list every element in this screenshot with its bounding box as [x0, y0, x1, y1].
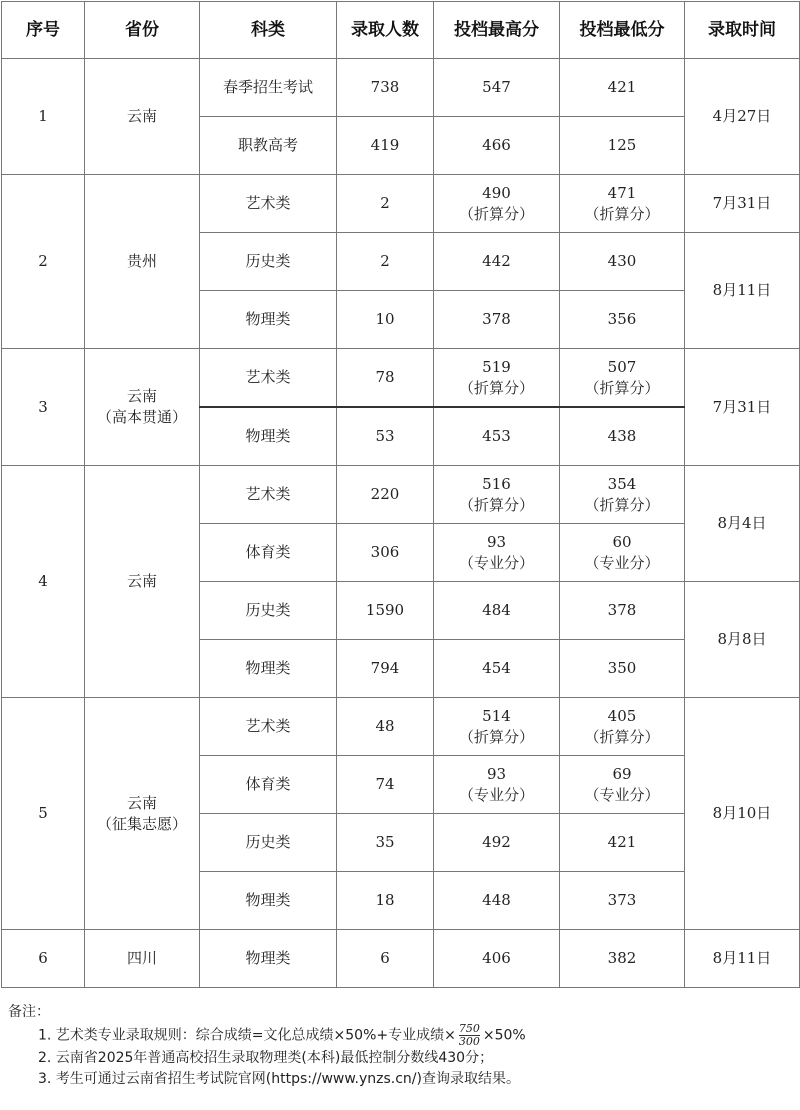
- category-text: 春季招生考试: [222, 78, 313, 96]
- fraction-denominator: 300: [458, 1035, 480, 1048]
- min-score-note: （折算分）: [584, 495, 660, 514]
- row-category: [200, 233, 337, 291]
- max-score-value: 516: [482, 474, 511, 493]
- min-score-value: 350: [607, 659, 637, 677]
- category-text: 物理类: [245, 659, 291, 677]
- admitted-count-text: 794: [370, 659, 400, 677]
- row-admitted-count: [337, 117, 434, 175]
- max-score-value: 514: [482, 706, 511, 725]
- table-row: [2, 175, 800, 233]
- category-text: 历史类: [245, 252, 291, 270]
- row-min-score: [560, 59, 685, 117]
- admission-date-text: 8月4日: [717, 514, 767, 532]
- admitted-count-text: 306: [370, 543, 400, 561]
- min-score-value: 421: [607, 833, 637, 851]
- header-max-score: 投档最高分: [434, 2, 560, 59]
- table-row: [2, 930, 800, 988]
- min-score-value: 382: [607, 949, 637, 967]
- row-category: [200, 175, 337, 233]
- header-category: 科类: [200, 2, 337, 59]
- table-row: [2, 466, 800, 524]
- province-name: 贵州: [126, 252, 157, 270]
- province-note: （征集志愿）: [96, 814, 187, 833]
- row-max-score: [434, 814, 560, 872]
- max-score-value: 466: [482, 136, 511, 154]
- table-row: [2, 349, 800, 408]
- row-province: [85, 175, 200, 349]
- admitted-count-text: 220: [370, 485, 400, 503]
- row-admitted-count: [337, 59, 434, 117]
- row-max-score: [434, 466, 560, 524]
- note-line-3: 3. 考生可通过云南省招生考试院官网(https://www.ynzs.cn/)查询录取结果。: [38, 1071, 520, 1087]
- admission-date-text: 4月27日: [712, 107, 772, 125]
- row-index-text: 5: [38, 804, 48, 822]
- admitted-count-text: 48: [375, 717, 395, 735]
- min-score-note: （折算分）: [584, 378, 660, 397]
- row-max-score: [434, 582, 560, 640]
- max-score-note: （折算分）: [458, 495, 534, 514]
- row-category: [200, 582, 337, 640]
- row-max-score: [434, 640, 560, 698]
- category-text: 体育类: [245, 775, 291, 793]
- row-min-score: [560, 756, 685, 814]
- max-score-value: 484: [482, 601, 511, 619]
- admitted-count-text: 18: [375, 891, 395, 909]
- row-max-score: [434, 524, 560, 582]
- row-max-score: [434, 407, 560, 466]
- admitted-count-text: 2: [380, 252, 390, 270]
- max-score-note: （折算分）: [458, 204, 534, 223]
- row-admission-date: [685, 59, 800, 175]
- row-admitted-count: [337, 582, 434, 640]
- row-admitted-count: [337, 291, 434, 349]
- min-score-value: 354: [607, 474, 637, 493]
- row-min-score: [560, 175, 685, 233]
- row-min-score: [560, 930, 685, 988]
- row-admitted-count: [337, 349, 434, 408]
- header-province: 省份: [85, 2, 200, 59]
- row-category: [200, 349, 337, 408]
- province-note: （高本贯通）: [96, 408, 187, 426]
- min-score-value: 438: [607, 427, 637, 445]
- row-min-score: [560, 466, 685, 524]
- row-admitted-count: [337, 930, 434, 988]
- max-score-value: 93: [486, 764, 507, 783]
- category-text: 艺术类: [245, 485, 291, 503]
- min-score-value: 373: [607, 891, 637, 909]
- header-row: [2, 2, 800, 59]
- header-min-score: 投档最低分: [560, 2, 685, 59]
- row-index-text: 2: [38, 252, 48, 270]
- table-row: [2, 59, 800, 117]
- row-category: [200, 291, 337, 349]
- admitted-count-text: 78: [375, 368, 395, 386]
- row-category: [200, 466, 337, 524]
- header-index: 序号: [2, 2, 85, 59]
- row-admitted-count: [337, 233, 434, 291]
- row-admission-date: [685, 233, 800, 349]
- category-text: 历史类: [245, 833, 291, 851]
- row-max-score: [434, 756, 560, 814]
- row-province: [85, 930, 200, 988]
- row-category: [200, 930, 337, 988]
- admission-date-text: 8月10日: [712, 804, 772, 822]
- row-province: [85, 59, 200, 175]
- category-text: 物理类: [245, 310, 291, 328]
- row-max-score: [434, 930, 560, 988]
- max-score-value: 454: [482, 659, 511, 677]
- min-score-value: 125: [607, 136, 637, 154]
- category-text: 体育类: [245, 543, 291, 561]
- admitted-count-text: 419: [370, 136, 400, 154]
- min-score-value: 60: [612, 532, 632, 551]
- admitted-count-text: 1590: [365, 601, 405, 619]
- row-index-text: 3: [38, 397, 48, 416]
- row-category: [200, 814, 337, 872]
- row-max-score: [434, 349, 560, 408]
- row-category: [200, 117, 337, 175]
- province-name: 四川: [126, 949, 157, 967]
- row-province: [85, 466, 200, 698]
- row-index: [2, 466, 85, 698]
- fraction: [459, 1023, 480, 1048]
- row-admitted-count: [337, 466, 434, 524]
- note-line-1: [8, 1023, 798, 1048]
- max-score-value: 442: [482, 252, 511, 270]
- admission-date-text: 8月11日: [712, 949, 772, 967]
- admitted-count-text: 74: [375, 775, 395, 793]
- admitted-count-text: 53: [375, 427, 395, 445]
- category-text: 物理类: [245, 891, 291, 909]
- category-text: 物理类: [245, 427, 291, 445]
- row-min-score: [560, 814, 685, 872]
- province-name: 云南: [126, 793, 157, 812]
- admitted-count-text: 2: [380, 194, 390, 212]
- row-min-score: [560, 233, 685, 291]
- admitted-count-text: 6: [380, 949, 390, 967]
- row-min-score: [560, 349, 685, 408]
- row-index-text: 1: [38, 107, 48, 125]
- max-score-value: 406: [482, 949, 511, 967]
- category-text: 历史类: [245, 601, 291, 619]
- min-score-value: 405: [607, 706, 637, 725]
- max-score-value: 453: [482, 427, 511, 445]
- min-score-value: 471: [607, 183, 637, 202]
- table-row: [2, 698, 800, 756]
- row-min-score: [560, 117, 685, 175]
- row-admitted-count: [337, 175, 434, 233]
- row-max-score: [434, 117, 560, 175]
- row-category: [200, 872, 337, 930]
- row-admitted-count: [337, 756, 434, 814]
- admitted-count-text: 35: [375, 833, 395, 851]
- min-score-note: （折算分）: [584, 204, 660, 223]
- category-text: 艺术类: [245, 194, 291, 212]
- header-admitted-count: 录取人数: [337, 2, 434, 59]
- row-min-score: [560, 524, 685, 582]
- row-admission-date: [685, 175, 800, 233]
- row-category: [200, 524, 337, 582]
- row-index: [2, 930, 85, 988]
- max-score-note: （专业分）: [458, 785, 534, 804]
- min-score-value: 69: [612, 764, 632, 783]
- category-text: 艺术类: [245, 717, 291, 735]
- province-name: 云南: [126, 387, 157, 405]
- max-score-value: 448: [482, 891, 511, 909]
- row-index: [2, 349, 85, 466]
- max-score-value: 492: [482, 833, 511, 851]
- row-category: [200, 407, 337, 466]
- row-max-score: [434, 59, 560, 117]
- min-score-note: （专业分）: [584, 785, 660, 804]
- note-line-2: 2. 云南省2025年普通高校招生录取物理类(本科)最低控制分数线430分；: [38, 1050, 494, 1066]
- row-admitted-count: [337, 524, 434, 582]
- row-admitted-count: [337, 872, 434, 930]
- row-category: [200, 59, 337, 117]
- category-text: 艺术类: [245, 368, 291, 386]
- row-admitted-count: [337, 814, 434, 872]
- row-admission-date: [685, 582, 800, 698]
- row-category: [200, 756, 337, 814]
- row-category: [200, 698, 337, 756]
- row-province: [85, 349, 200, 466]
- min-score-value: 421: [607, 78, 637, 96]
- admission-date-text: 8月8日: [717, 630, 767, 648]
- fraction-numerator: 750: [458, 1022, 480, 1035]
- category-text: 职教高考: [237, 136, 298, 154]
- row-admitted-count: [337, 640, 434, 698]
- row-min-score: [560, 872, 685, 930]
- row-index-text: 4: [38, 572, 48, 590]
- row-admission-date: [685, 930, 800, 988]
- admission-date-text: 7月31日: [712, 194, 772, 212]
- admission-table: [1, 1, 800, 988]
- max-score-note: （折算分）: [458, 378, 534, 397]
- province-name: 云南: [126, 107, 157, 125]
- max-score-value: 519: [482, 357, 511, 376]
- notes-section: [8, 1002, 798, 1090]
- max-score-value: 93: [486, 532, 507, 551]
- row-province: [85, 698, 200, 930]
- row-min-score: [560, 582, 685, 640]
- min-score-value: 378: [607, 601, 637, 619]
- max-score-value: 547: [482, 78, 511, 96]
- row-admission-date: [685, 349, 800, 466]
- row-max-score: [434, 175, 560, 233]
- row-min-score: [560, 407, 685, 466]
- row-category: [200, 640, 337, 698]
- note-line-1-text: 1. 艺术类专业录取规则：综合成绩=文化总成绩×50%+专业成绩×: [38, 1027, 456, 1044]
- max-score-note: （专业分）: [458, 553, 534, 572]
- admitted-count-text: 10: [375, 310, 395, 328]
- min-score-value: 507: [607, 357, 637, 376]
- row-min-score: [560, 698, 685, 756]
- notes-title: 备注：: [8, 1004, 50, 1020]
- row-index: [2, 59, 85, 175]
- note-line-1-suffix: ×50%: [482, 1027, 526, 1044]
- row-index: [2, 698, 85, 930]
- max-score-value: 378: [482, 310, 511, 328]
- admission-date-text: 7月31日: [712, 397, 772, 416]
- min-score-value: 356: [607, 310, 637, 328]
- row-admission-date: [685, 698, 800, 930]
- header-admission-date: 录取时间: [685, 2, 800, 59]
- row-max-score: [434, 291, 560, 349]
- category-text: 物理类: [245, 949, 291, 967]
- min-score-note: （折算分）: [584, 727, 660, 746]
- row-index: [2, 175, 85, 349]
- row-admission-date: [685, 466, 800, 582]
- max-score-value: 490: [482, 183, 511, 202]
- max-score-note: （折算分）: [458, 727, 534, 746]
- min-score-value: 430: [607, 252, 637, 270]
- min-score-note: （专业分）: [584, 553, 660, 572]
- row-max-score: [434, 872, 560, 930]
- province-name: 云南: [126, 572, 157, 590]
- row-admitted-count: [337, 698, 434, 756]
- row-admitted-count: [337, 407, 434, 466]
- row-index-text: 6: [38, 949, 48, 967]
- row-min-score: [560, 291, 685, 349]
- row-max-score: [434, 233, 560, 291]
- admitted-count-text: 738: [370, 78, 400, 96]
- row-min-score: [560, 640, 685, 698]
- row-max-score: [434, 698, 560, 756]
- admission-date-text: 8月11日: [712, 281, 772, 299]
